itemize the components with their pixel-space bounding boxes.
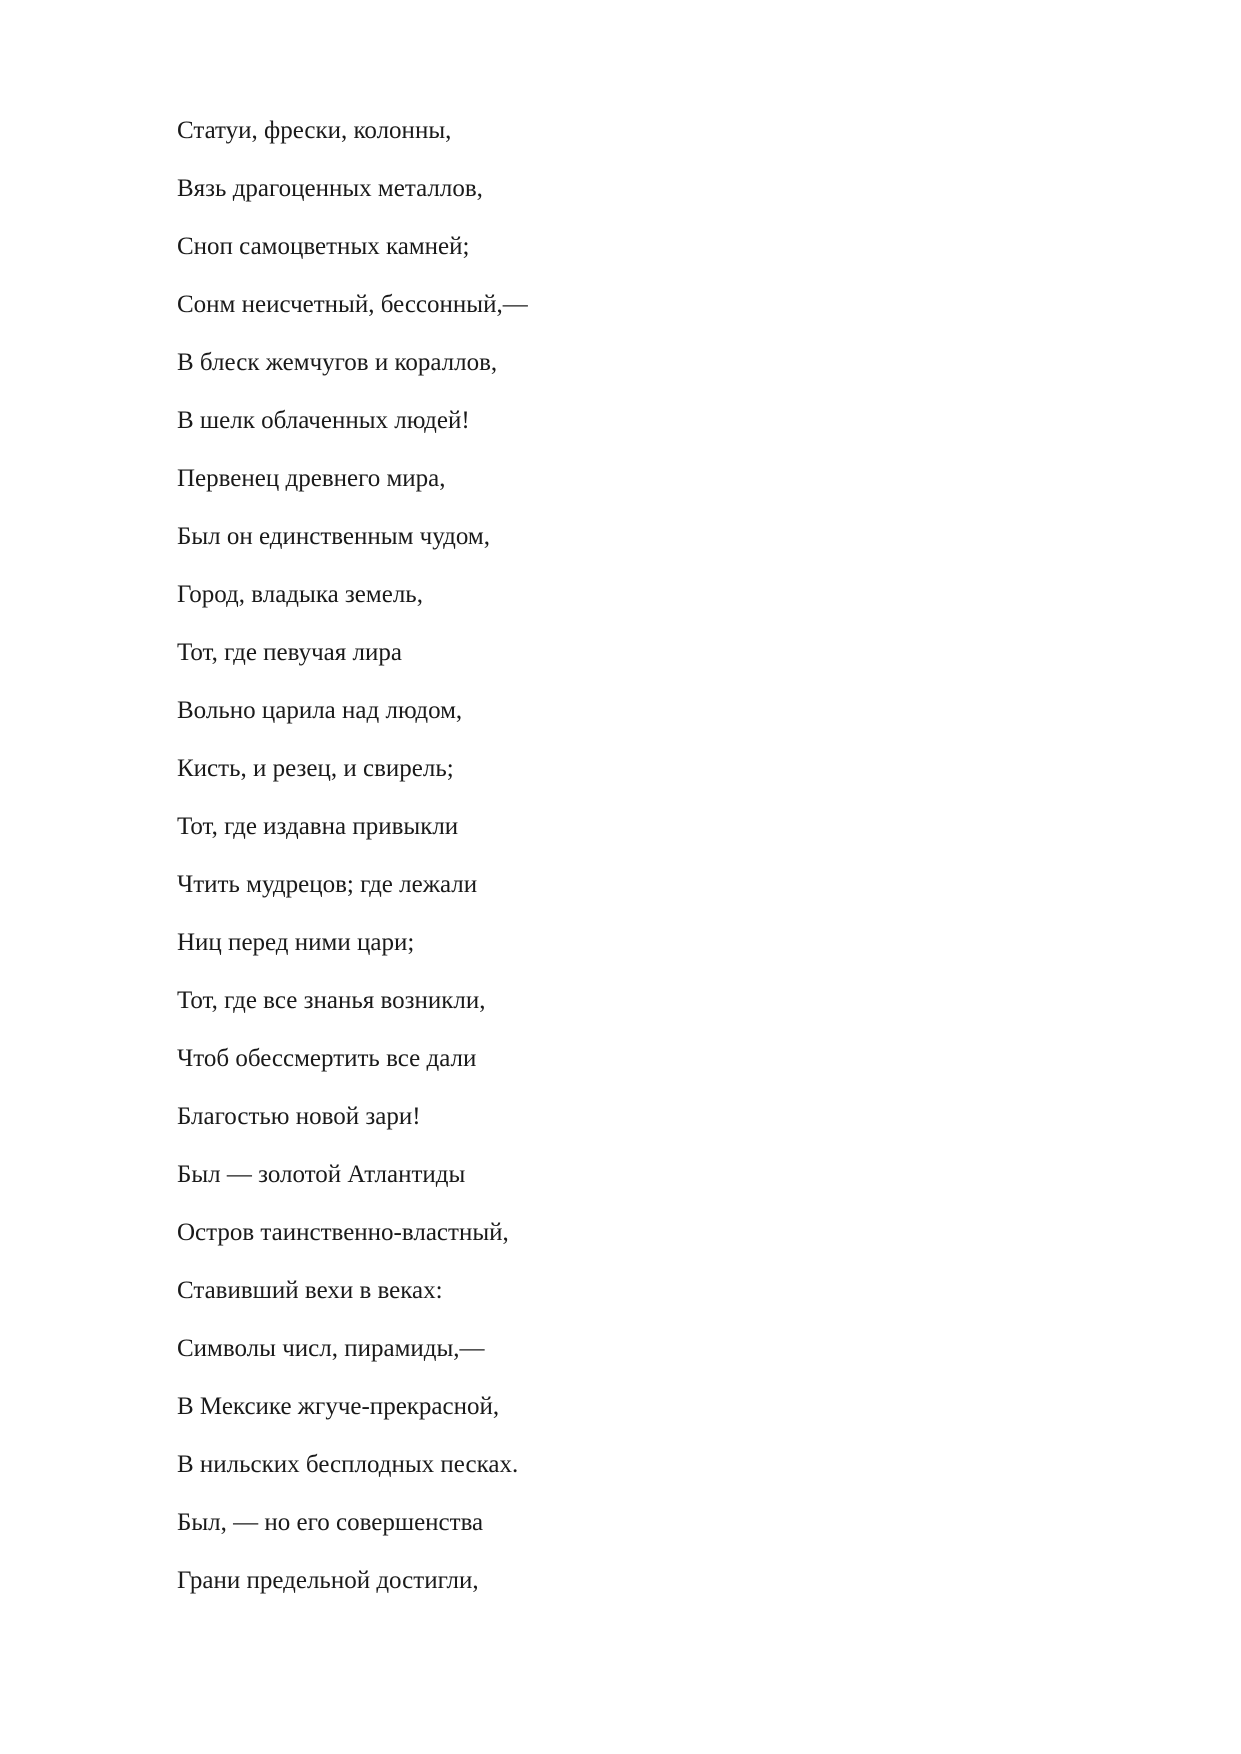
poem-line: Тот, где певучая лира (177, 639, 402, 666)
poem-line: Ниц перед ними цари; (177, 929, 415, 956)
poem-line: Чтить мудрецов; где лежали (177, 871, 478, 898)
poem-line: Сноп самоцветных камней; (177, 233, 470, 260)
poem-line: Чтоб обессмертить все дали (177, 1045, 477, 1072)
poem-line: В нильских бесплодных песках. (177, 1451, 519, 1478)
poem-line: Город, владыка земель, (177, 581, 423, 608)
poem-line: Вязь драгоценных металлов, (177, 175, 483, 202)
poem-line: Кисть, и резец, и свирель; (177, 755, 454, 782)
poem-line: Был — золотой Атлантиды (177, 1161, 466, 1188)
poem-line: Символы числ, пирамиды,— (177, 1335, 485, 1362)
poem-line: Статуи, фрески, колонны, (177, 117, 452, 144)
poem-line: Сонм неисчетный, бессонный,— (177, 291, 528, 318)
poem-line: Был он единственным чудом, (177, 523, 490, 550)
poem-line: Был, — но его совершенства (177, 1509, 484, 1536)
poem-line: Тот, где издавна привыкли (177, 813, 459, 840)
poem-line: Грани предельной достигли, (177, 1567, 479, 1594)
poem-line: Ставивший вехи в веках: (177, 1277, 443, 1304)
poem-line: В Мексике жгуче-прекрасной, (177, 1393, 500, 1420)
poem-text (177, 116, 528, 1624)
poem-line: В блеск жемчугов и кораллов, (177, 349, 498, 376)
poem-line: Благостью новой зари! (177, 1103, 421, 1130)
poem-line: Вольно царила над людом, (177, 697, 463, 724)
poem-line: В шелк облаченных людей! (177, 407, 470, 434)
poem-line: Остров таинственно-властный, (177, 1219, 509, 1246)
poem-line: Первенец древнего мира, (177, 465, 446, 492)
poem-line: Тот, где все знанья возникли, (177, 987, 486, 1014)
